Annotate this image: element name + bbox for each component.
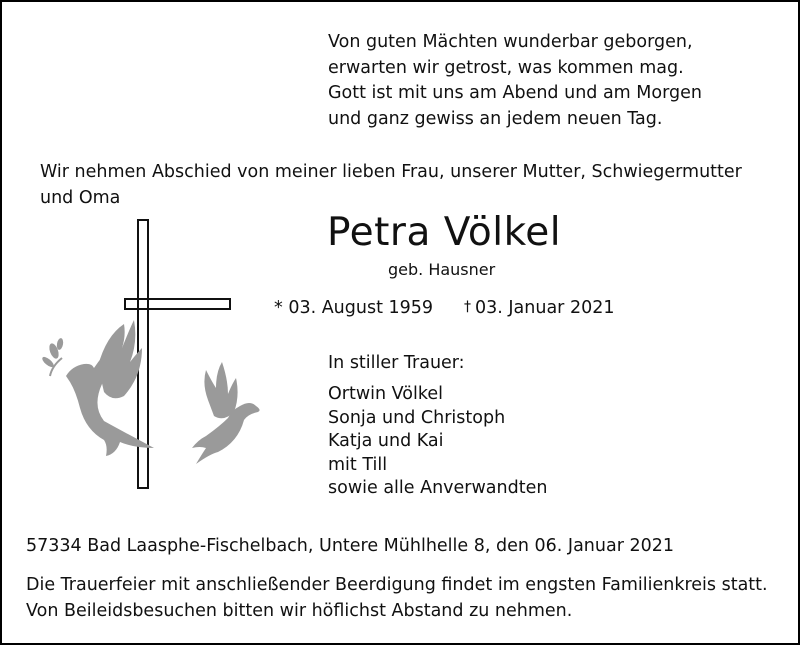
death-date-block — [464, 296, 614, 321]
list-item: mit Till — [328, 454, 388, 475]
dove-icon — [192, 362, 260, 464]
dagger-icon: † — [464, 299, 471, 315]
poem — [328, 30, 702, 132]
mourner-list — [328, 383, 547, 501]
list-item: Sonja und Christoph — [328, 407, 506, 428]
poem-line: erwarten wir getrost, was kommen mag. — [328, 57, 684, 78]
notice-line: Die Trauerfeier mit anschließender Beerdigung findet im engsten Familienkreis statt. — [26, 575, 768, 595]
birth-date: * 03. August 1959 — [274, 298, 434, 318]
farewell-text — [40, 159, 780, 211]
notice-line: Von Beileidsbesuchen bitten wir höflichst Abstand zu nehmen. — [26, 601, 573, 621]
poem-line: Gott ist mit uns am Abend und am Morgen — [328, 83, 702, 103]
death-date: 03. Januar 2021 — [475, 298, 615, 318]
maiden-name: geb. Hausner — [388, 260, 496, 279]
address-line: 57334 Bad Laasphe-Fischelbach, Untere Mühlhelle 8, den 06. Januar 2021 — [26, 536, 675, 556]
deceased-name: Petra Völkel — [327, 210, 562, 255]
poem-line: und ganz gewiss an jedem neuen Tag. — [328, 108, 663, 129]
farewell-line: und Oma — [40, 188, 121, 208]
memorial-artwork — [42, 216, 272, 496]
funeral-notice — [26, 572, 796, 624]
mourning-label: In stiller Trauer: — [328, 353, 465, 373]
list-item: Ortwin Völkel — [328, 384, 443, 404]
list-item: sowie alle Anverwandten — [328, 478, 548, 498]
list-item: Katja und Kai — [328, 431, 444, 451]
farewell-line: Wir nehmen Abschied von meiner lieben Frau, unserer Mutter, Schwiegermutter — [40, 162, 742, 182]
poem-line: Von guten Mächten wunderbar geborgen, — [328, 32, 693, 52]
